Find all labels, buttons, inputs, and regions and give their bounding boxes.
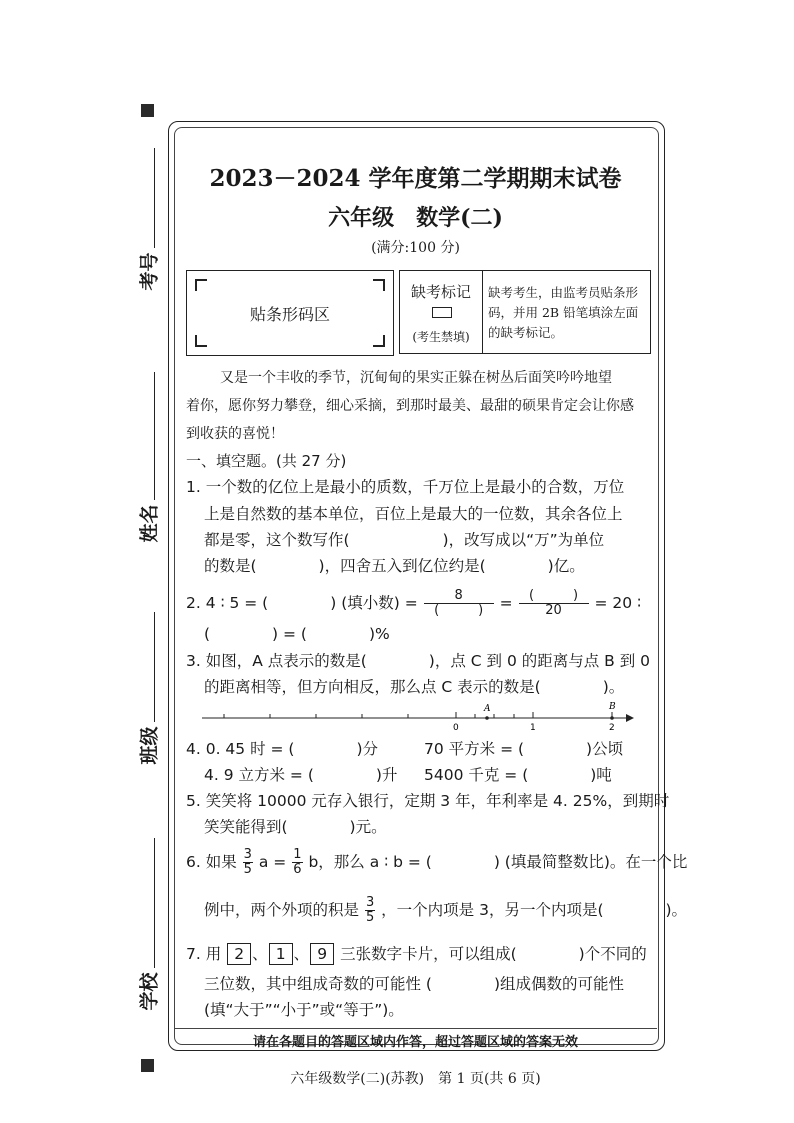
q6-f2-den: 6 xyxy=(293,862,302,877)
q3-line-1: 3. 如图，A 点表示的数是( )，点 C 到 0 的距离与点 B 到 0 xyxy=(186,652,651,670)
q6-fraction-2 xyxy=(292,848,302,877)
q4-b: 70 平方米 = ( )公顷 xyxy=(424,740,624,758)
q6-fraction-1 xyxy=(243,848,253,877)
school-line[interactable] xyxy=(154,838,155,968)
nl-label-0: 0 xyxy=(453,723,459,733)
absence-note: (考生禁填) xyxy=(412,330,470,344)
q2-f1-num: 8 xyxy=(424,589,494,604)
q2-line-2: ( ) = ( )% xyxy=(204,625,390,643)
corner-tr xyxy=(373,279,385,291)
barcode-label: 贴条形码区 xyxy=(249,305,330,324)
nl-label-2: 2 xyxy=(609,723,615,733)
side-label-name: 姓名 xyxy=(138,504,161,543)
q6-f3-den: 5 xyxy=(365,910,375,925)
q6-f2-num: 1 xyxy=(293,847,302,862)
q7-sep1: 、 xyxy=(252,945,268,963)
q2-text-b: = 20 ∶ xyxy=(594,594,642,612)
q7-sep2: 、 xyxy=(293,945,310,963)
digit-card-2: 2 xyxy=(227,943,251,965)
exam-title: 2023－2024 学年度第二学期期末试卷 xyxy=(209,165,622,192)
q6-mid: a = xyxy=(258,853,287,871)
exam-subtitle: 六年级 数学(二) xyxy=(328,205,503,231)
digit-card-1: 1 xyxy=(269,943,293,965)
q6-fraction-3 xyxy=(365,896,375,925)
registration-mark-top xyxy=(141,104,154,117)
q7-line-3: (填“大于”“小于”或“等于”)。 xyxy=(204,1001,404,1019)
q2-f2-den: 20 xyxy=(545,603,562,618)
q6-post: b，那么 a ∶ b = ( ) (填最简整数比)。在一个比 xyxy=(308,853,688,871)
q2-text-a: 2. 4 ∶ 5 = ( ) (填小数) = xyxy=(186,594,418,612)
q6-pre: 6. 如果 xyxy=(186,853,237,871)
intro-line-2: 着你，愿你努力攀登，细心采摘，到那时最美、最甜的硕果肯定会让你感 xyxy=(186,398,634,414)
intro-line-3: 到收获的喜悦！ xyxy=(186,426,284,442)
q2-eq: = xyxy=(499,594,513,612)
section-1-heading: 一、填空题。(共 27 分) xyxy=(186,452,347,470)
q5-line-2: 笑笑能得到( )元。 xyxy=(204,818,387,836)
q4-d: 5400 千克 = ( )吨 xyxy=(424,766,612,784)
q4-c: 4. 9 立方米 = ( )升 xyxy=(204,766,398,784)
q6-f1-num: 3 xyxy=(243,847,252,862)
q2-line-1 xyxy=(186,583,641,623)
q6-line-1 xyxy=(186,844,687,880)
barcode-area xyxy=(186,270,394,356)
class-line[interactable] xyxy=(154,612,155,722)
absence-divider xyxy=(482,271,483,353)
q1-line-2: 上是自然数的基本单位，百位上是最大的一位数，其余各位上 xyxy=(204,505,623,523)
corner-bl xyxy=(195,335,207,347)
q1-line-4: 的数是( )，四舍五入到亿位约是( )亿。 xyxy=(204,557,585,575)
registration-mark-bottom xyxy=(141,1059,154,1072)
q7-pre: 7. 用 xyxy=(186,945,222,963)
q6-f1-den: 5 xyxy=(243,862,252,877)
absence-title: 缺考标记 xyxy=(410,283,471,301)
q5-line-1: 5. 笑笑将 10000 元存入银行，定期 3 年，年利率是 4. 25%，到期时 xyxy=(186,792,670,810)
q2-f2-num[interactable]: ( ) xyxy=(519,589,589,604)
absence-description: 缺考考生，由监考员贴条形码，并用 2B 铅笔填涂左面的缺考标记。 xyxy=(488,285,639,340)
absence-checkbox[interactable] xyxy=(432,307,452,318)
corner-tl xyxy=(195,279,207,291)
q1-line-3: 都是零，这个数写作( )，改写成以“万”为单位 xyxy=(204,531,605,549)
q7-line-2: 三位数，其中组成奇数的可能性 ( )组成偶数的可能性 xyxy=(204,975,625,993)
exam-no-line[interactable] xyxy=(154,148,155,248)
number-line xyxy=(198,698,638,738)
q6-line2-post: ，一个内项是 3，另一个内项是( )。 xyxy=(381,901,688,919)
full-score: (满分:100 分) xyxy=(371,240,460,256)
nl-label-B: B xyxy=(609,702,616,712)
q2-f1-den[interactable]: ( ) xyxy=(434,603,484,618)
q6-line-2 xyxy=(204,892,687,928)
nl-label-1: 1 xyxy=(530,723,536,733)
q3-line-2: 的距离相等，但方向相反，那么点 C 表示的数是( )。 xyxy=(204,678,625,696)
q6-line2-pre: 例中，两个外项的积是 xyxy=(204,901,360,919)
q1-line-1: 1. 一个数的亿位上是最小的质数，千万位上是最小的合数，万位 xyxy=(186,478,625,496)
intro-line-1: 又是一个丰收的季节，沉甸甸的果实正躲在树丛后面笑吟吟地望 xyxy=(220,370,612,386)
warning-divider xyxy=(174,1028,657,1029)
side-label-exam-no: 考号 xyxy=(138,252,161,291)
q2-fraction-1 xyxy=(424,589,494,618)
nl-label-A: A xyxy=(484,704,491,714)
side-label-class: 班级 xyxy=(138,726,161,765)
page-footer: 六年级数学(二)(苏教) 第 1 页(共 6 页) xyxy=(290,1071,541,1087)
digit-card-9: 9 xyxy=(310,943,334,965)
q2-fraction-2 xyxy=(519,589,589,618)
absence-mark-box xyxy=(399,270,651,354)
q4-a: 4. 0. 45 时 = ( )分 xyxy=(186,740,379,758)
q7-post: 三张数字卡片，可以组成( )个不同的 xyxy=(340,945,647,963)
q6-f3-num: 3 xyxy=(365,895,375,910)
corner-br xyxy=(373,335,385,347)
side-label-school: 学校 xyxy=(138,972,161,1011)
q7-line-1 xyxy=(186,942,647,966)
name-line[interactable] xyxy=(154,372,155,500)
answer-area-warning: 请在各题目的答题区域内作答，超过答题区域的答案无效 xyxy=(252,1035,578,1050)
